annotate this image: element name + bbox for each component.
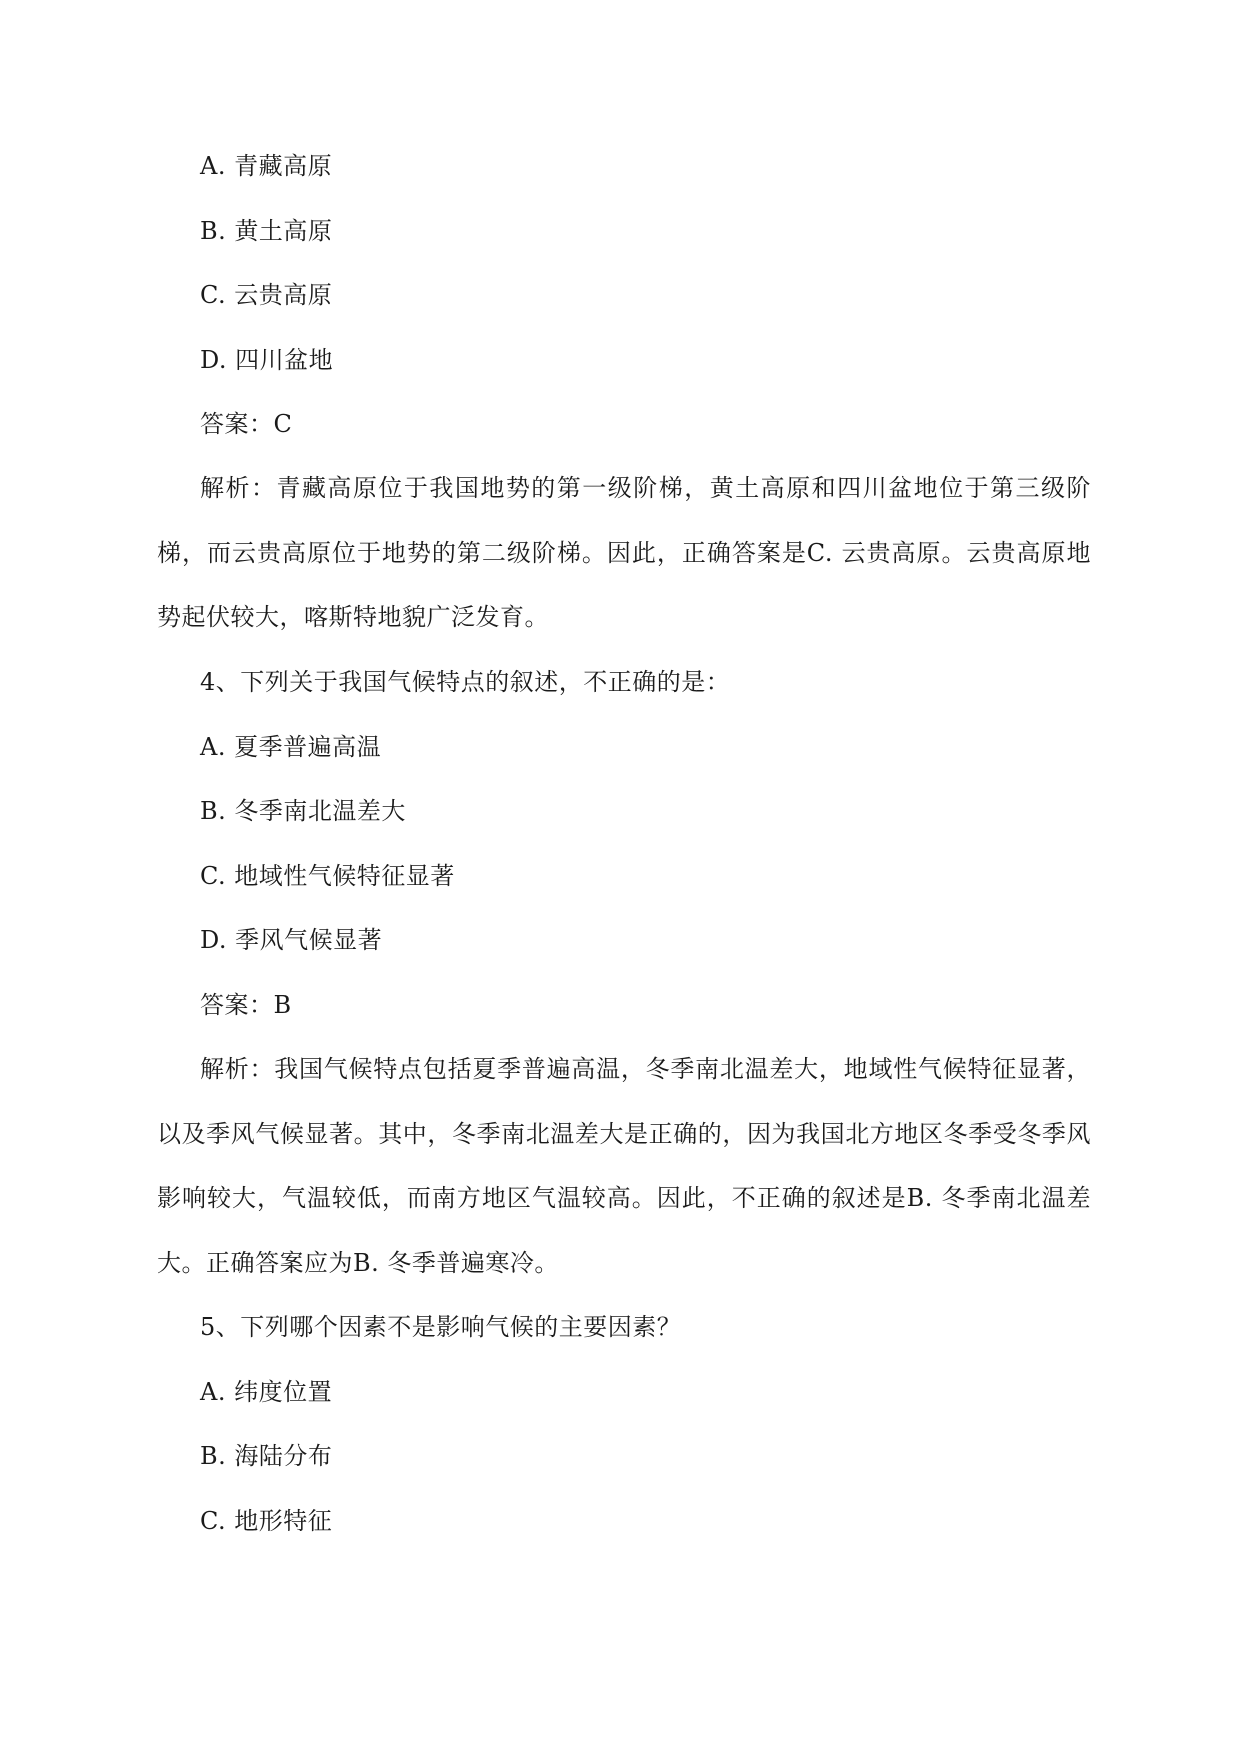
q4-option-d: D. 季风气候显著 <box>200 926 383 954</box>
q3-option-d: D. 四川盆地 <box>200 346 334 374</box>
q4-answer: 答案：B <box>200 991 292 1019</box>
q3-option-b: B. 黄土高原 <box>200 217 333 245</box>
q3-option-c: C. 云贵高原 <box>200 281 333 309</box>
q5-option-c: C. 地形特征 <box>200 1507 333 1535</box>
q4-analysis: 解析：我国气候特点包括夏季普遍高温，冬季南北温差大，地域性气候特征显著，以及季风气候显著。其中，冬季南北温差大是正确的，因为我国北方地区冬季受冬季风影响较大，气温较低，而南方地区气温较高。因此，不正确的叙述是B. 冬季南北温差大。正确答案应为B. 冬季普遍寒冷。 <box>157 1055 1091 1277</box>
q3-analysis: 解析：青藏高原位于我国地势的第一级阶梯，黄土高原和四川盆地位于第三级阶梯，而云贵高原位于地势的第二级阶梯。因此，正确答案是C. 云贵高原。云贵高原地势起伏较大，喀斯特地貌广泛发育。 <box>157 474 1091 631</box>
q5-question: 5、下列哪个因素不是影响气候的主要因素？ <box>200 1313 682 1341</box>
q5-option-b: B. 海陆分布 <box>200 1442 333 1470</box>
q3-option-a: A. 青藏高原 <box>200 152 333 180</box>
q4-option-c: C. 地域性气候特征显著 <box>200 862 455 890</box>
q4-option-a: A. 夏季普遍高温 <box>200 733 382 761</box>
q5-option-a: A. 纬度位置 <box>200 1378 333 1406</box>
q4-question: 4、下列关于我国气候特点的叙述，不正确的是： <box>200 668 731 696</box>
q3-answer: 答案：C <box>200 410 293 438</box>
q4-option-b: B. 冬季南北温差大 <box>200 797 406 825</box>
